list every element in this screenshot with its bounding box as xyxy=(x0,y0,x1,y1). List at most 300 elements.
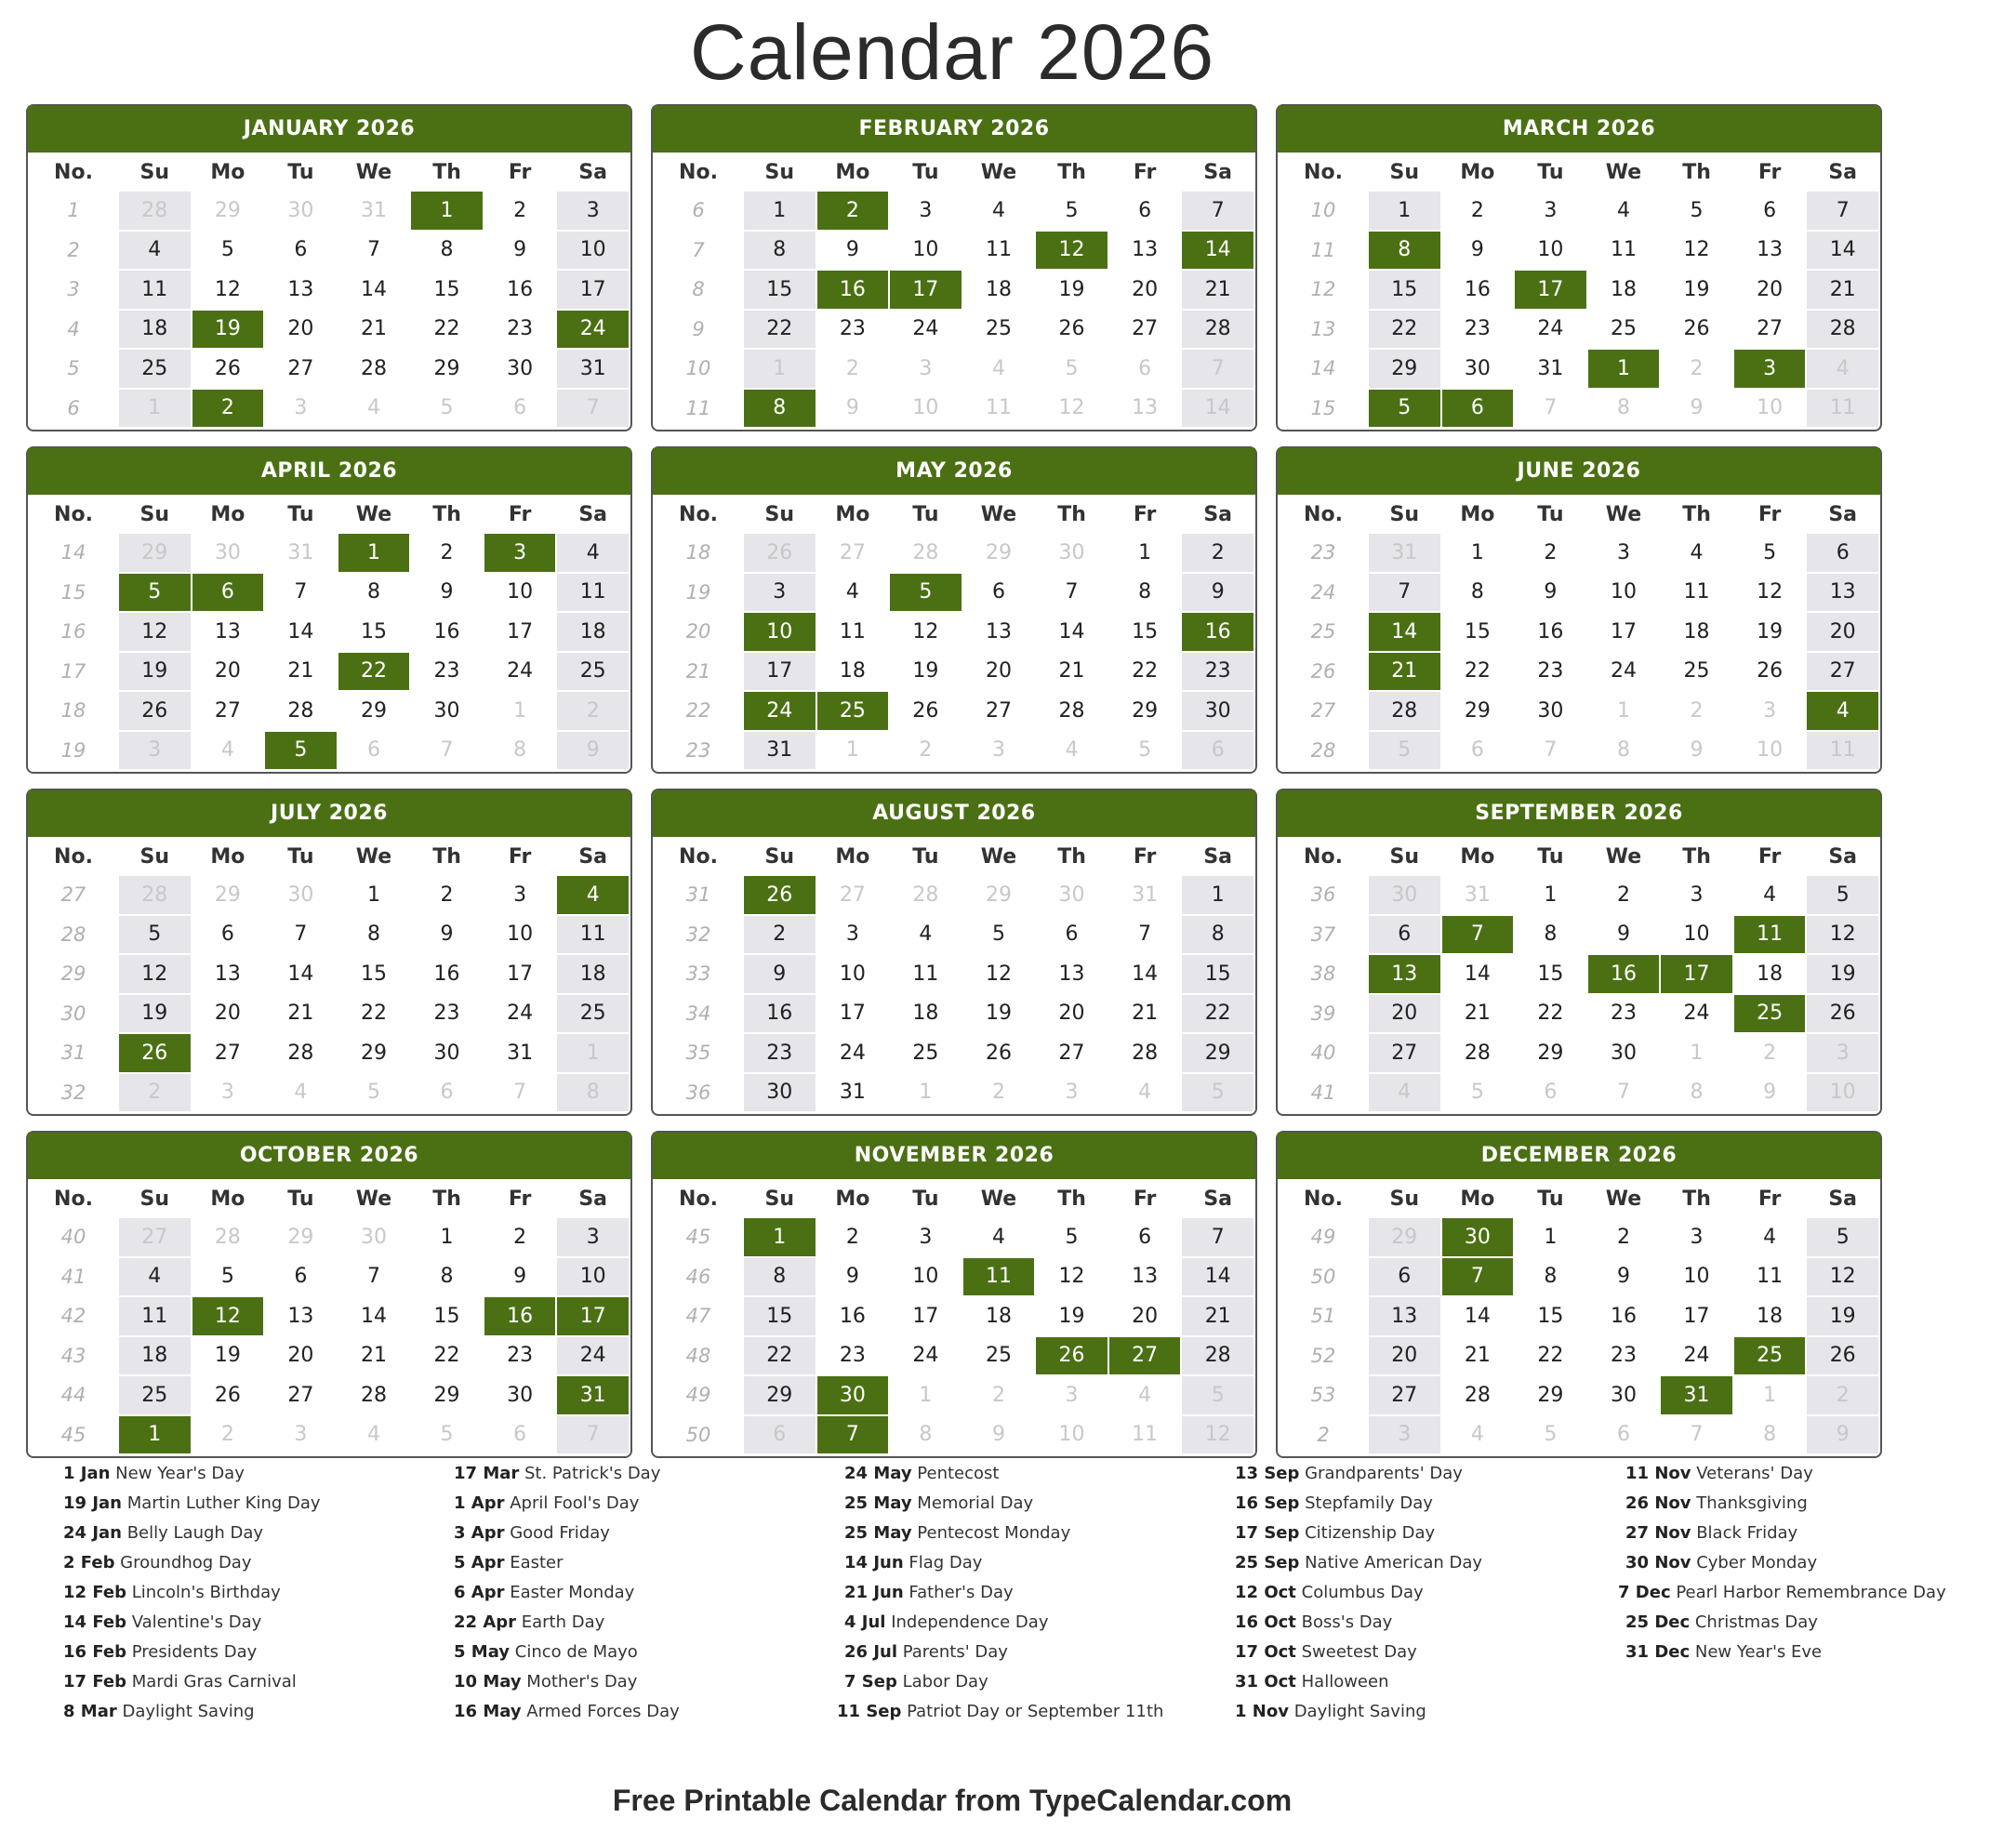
day-cell: 20 xyxy=(192,653,264,691)
day-cell: 3 xyxy=(1734,692,1806,730)
day-cell: 6 xyxy=(1734,192,1806,230)
holiday-date: 27 Nov xyxy=(1625,1523,1691,1543)
weekday-header: We xyxy=(980,1187,1017,1211)
day-cell: 29 xyxy=(963,876,1035,914)
day-cell: 11 xyxy=(119,1297,191,1335)
week-row xyxy=(30,1297,629,1335)
day-cell: 14 xyxy=(338,1297,410,1335)
day-cell: 30 xyxy=(1182,692,1253,730)
week-number: 32 xyxy=(30,1074,117,1112)
holiday-item xyxy=(454,1640,844,1664)
day-cell: 9 xyxy=(744,955,816,993)
week-number: 18 xyxy=(655,534,742,572)
day-cell: 10 xyxy=(1807,1074,1878,1112)
week-number: 36 xyxy=(655,1074,742,1112)
day-cell: 9 xyxy=(1182,574,1253,612)
day-cell: 25 xyxy=(963,1337,1035,1375)
week-number: 6 xyxy=(30,390,117,428)
day-cell: 6 xyxy=(744,1416,816,1454)
week-number: 42 xyxy=(30,1297,117,1335)
day-cell: 14 xyxy=(1442,955,1514,993)
day-cell: 29 xyxy=(1182,1034,1253,1072)
day-cell: 18 xyxy=(817,653,889,691)
holiday-item xyxy=(63,1521,454,1545)
day-cell: 1 xyxy=(1734,1376,1806,1414)
day-cell: 8 xyxy=(1182,916,1253,954)
holiday-day-cell: 5 xyxy=(890,574,962,612)
holiday-item xyxy=(1235,1581,1625,1604)
day-cell: 27 xyxy=(192,1034,264,1072)
holiday-item xyxy=(844,1670,1235,1693)
week-number: 4 xyxy=(30,311,117,349)
weekday-header: Su xyxy=(1389,502,1420,526)
weekday-header: Mo xyxy=(210,160,245,184)
day-cell: 5 xyxy=(1036,192,1107,230)
day-cell: 8 xyxy=(338,574,410,612)
week-row xyxy=(30,692,629,730)
day-cell: 26 xyxy=(192,1376,264,1414)
day-cell: 28 xyxy=(119,192,191,230)
week-number: 2 xyxy=(1280,1416,1367,1454)
day-cell: 5 xyxy=(192,232,264,270)
weekday-header: Tu xyxy=(912,160,939,184)
day-cell: 4 xyxy=(119,232,191,270)
weekday-header: We xyxy=(1605,844,1642,869)
holiday-day-cell: 4 xyxy=(1807,692,1878,730)
weekday-header: Th xyxy=(1682,1187,1711,1211)
weekday-header: Tu xyxy=(912,502,939,526)
page-title: Calendar 2026 xyxy=(689,8,1215,96)
day-cell: 31 xyxy=(1369,534,1440,572)
day-cell: 1 xyxy=(1661,1034,1732,1072)
day-cell: 30 xyxy=(411,1034,483,1072)
day-cell: 22 xyxy=(744,311,816,349)
day-cell: 1 xyxy=(1369,192,1440,230)
day-cell: 2 xyxy=(1182,534,1253,572)
day-cell: 3 xyxy=(557,192,629,230)
weekday-header: We xyxy=(980,844,1017,869)
day-cell: 9 xyxy=(411,916,483,954)
day-cell: 22 xyxy=(1442,653,1514,691)
day-cell: 18 xyxy=(557,955,629,993)
weekday-header: Th xyxy=(1057,502,1086,526)
holiday-date: 25 May xyxy=(844,1493,912,1513)
weekday-header: We xyxy=(355,502,392,526)
day-cell: 14 xyxy=(1442,1297,1514,1335)
holiday-day-cell: 8 xyxy=(744,390,816,428)
day-cell: 26 xyxy=(1734,653,1806,691)
holiday-item xyxy=(454,1462,844,1485)
week-number: 46 xyxy=(655,1258,742,1296)
week-row xyxy=(30,350,629,388)
weekday-header: We xyxy=(355,844,392,869)
month-title: SEPTEMBER 2026 xyxy=(1278,790,1880,837)
weekday-header: Mo xyxy=(210,502,245,526)
holiday-name: Sweetest Day xyxy=(1295,1642,1417,1662)
day-cell: 10 xyxy=(1734,732,1806,770)
day-cell: 8 xyxy=(338,916,410,954)
day-cell: 15 xyxy=(411,1297,483,1335)
day-cell: 30 xyxy=(744,1074,816,1112)
day-cell: 8 xyxy=(557,1074,629,1112)
week-number: 49 xyxy=(1280,1218,1367,1256)
day-cell: 23 xyxy=(484,1337,556,1375)
day-cell: 26 xyxy=(1661,311,1732,349)
holiday-date: 26 Nov xyxy=(1625,1493,1691,1513)
day-cell: 6 xyxy=(484,390,556,428)
week-row xyxy=(1280,613,1878,651)
week-number: 8 xyxy=(655,271,742,309)
day-cell: 9 xyxy=(1661,390,1732,428)
day-cell: 13 xyxy=(192,955,264,993)
week-number-header: No. xyxy=(679,502,718,526)
day-cell: 29 xyxy=(192,876,264,914)
week-row xyxy=(655,995,1253,1033)
day-cell: 1 xyxy=(119,390,191,428)
week-row xyxy=(1280,1258,1878,1296)
day-cell: 9 xyxy=(1588,1258,1660,1296)
day-cell: 27 xyxy=(963,692,1035,730)
holiday-item xyxy=(63,1462,454,1485)
day-cell: 5 xyxy=(1036,1218,1107,1256)
day-cell: 2 xyxy=(1515,534,1586,572)
day-cell: 2 xyxy=(192,1416,264,1454)
week-row xyxy=(655,613,1253,651)
day-cell: 30 xyxy=(411,692,483,730)
week-row xyxy=(655,876,1253,914)
weekday-header: Su xyxy=(1389,160,1420,184)
holiday-day-cell: 12 xyxy=(192,1297,264,1335)
week-number: 39 xyxy=(1280,995,1367,1033)
week-number: 23 xyxy=(655,732,742,770)
holiday-day-cell: 2 xyxy=(817,192,889,230)
weekday-header: Th xyxy=(1682,160,1711,184)
day-cell: 15 xyxy=(1369,271,1440,309)
week-row xyxy=(30,995,629,1033)
month-title: NOVEMBER 2026 xyxy=(653,1133,1255,1179)
weekday-header: Mo xyxy=(1460,1187,1495,1211)
day-cell: 20 xyxy=(1036,995,1107,1033)
holiday-item xyxy=(844,1581,1235,1604)
day-cell: 12 xyxy=(1807,916,1878,954)
holiday-item xyxy=(1625,1521,2016,1545)
day-cell: 22 xyxy=(1515,995,1586,1033)
day-cell: 5 xyxy=(1442,1074,1514,1112)
holiday-item xyxy=(63,1640,454,1664)
day-cell: 11 xyxy=(1734,1258,1806,1296)
day-cell: 8 xyxy=(484,732,556,770)
day-cell: 20 xyxy=(1807,613,1878,651)
day-cell: 1 xyxy=(1515,1218,1586,1256)
day-cell: 6 xyxy=(963,574,1035,612)
day-cell: 31 xyxy=(744,732,816,770)
day-cell: 5 xyxy=(1734,534,1806,572)
day-cell: 28 xyxy=(1807,311,1878,349)
holiday-date: 31 Oct xyxy=(1235,1672,1296,1692)
day-cell: 15 xyxy=(1109,613,1181,651)
holiday-name: Mardi Gras Carnival xyxy=(126,1672,297,1692)
holiday-column xyxy=(1235,1462,1625,1730)
month-title: APRIL 2026 xyxy=(28,448,630,495)
day-cell: 15 xyxy=(338,955,410,993)
month-calendar xyxy=(26,1131,632,1458)
day-cell: 13 xyxy=(265,1297,337,1335)
week-number: 49 xyxy=(655,1376,742,1414)
holiday-day-cell: 1 xyxy=(1588,350,1660,388)
day-cell: 31 xyxy=(817,1074,889,1112)
weekday-header: Tu xyxy=(1537,160,1564,184)
month-title: MARCH 2026 xyxy=(1278,106,1880,153)
holiday-name: Armed Forces Day xyxy=(521,1702,680,1721)
month-calendar xyxy=(651,446,1257,774)
day-cell: 14 xyxy=(265,613,337,651)
week-row xyxy=(30,574,629,612)
weekday-header: Su xyxy=(764,160,795,184)
holiday-day-cell: 5 xyxy=(1369,390,1440,428)
holiday-date: 2 Feb xyxy=(63,1553,115,1572)
day-cell: 13 xyxy=(963,613,1035,651)
day-cell: 4 xyxy=(963,192,1035,230)
day-cell: 8 xyxy=(1588,732,1660,770)
week-row xyxy=(655,232,1253,270)
month-calendar xyxy=(1276,446,1882,774)
day-cell: 25 xyxy=(890,1034,962,1072)
week-row xyxy=(1280,350,1878,388)
weekday-header: Tu xyxy=(912,1187,939,1211)
day-cell: 27 xyxy=(119,1218,191,1256)
weekday-header: Mo xyxy=(1460,502,1495,526)
holiday-day-cell: 25 xyxy=(817,692,889,730)
day-cell: 30 xyxy=(1036,876,1107,914)
day-cell: 29 xyxy=(411,1376,483,1414)
holiday-day-cell: 25 xyxy=(1734,995,1806,1033)
day-cell: 8 xyxy=(1109,574,1181,612)
day-cell: 10 xyxy=(1588,574,1660,612)
day-cell: 5 xyxy=(1182,1376,1253,1414)
week-number-header: No. xyxy=(679,1187,718,1211)
day-cell: 10 xyxy=(1661,1258,1732,1296)
holiday-date: 12 Feb xyxy=(63,1583,126,1602)
day-cell: 11 xyxy=(1661,574,1732,612)
day-cell: 28 xyxy=(890,876,962,914)
day-cell: 27 xyxy=(1807,653,1878,691)
holiday-name: New Year's Eve xyxy=(1690,1642,1823,1662)
day-cell: 8 xyxy=(744,232,816,270)
day-cell: 24 xyxy=(890,311,962,349)
weekday-header: Su xyxy=(764,502,795,526)
holiday-name: Martin Luther King Day xyxy=(121,1493,321,1513)
day-cell: 1 xyxy=(1515,876,1586,914)
week-number: 48 xyxy=(655,1337,742,1375)
day-cell: 11 xyxy=(557,916,629,954)
day-cell: 30 xyxy=(484,1376,556,1414)
weekday-header: Su xyxy=(139,502,170,526)
weekday-header: Fr xyxy=(508,1187,532,1211)
day-cell: 11 xyxy=(817,613,889,651)
day-cell: 27 xyxy=(1369,1034,1440,1072)
holiday-date: 24 May xyxy=(844,1464,912,1483)
day-cell: 23 xyxy=(1515,653,1586,691)
day-cell: 7 xyxy=(1515,390,1586,428)
weekday-header: Sa xyxy=(1828,1187,1858,1211)
day-cell: 2 xyxy=(557,692,629,730)
holiday-date: 14 Jun xyxy=(844,1553,904,1572)
week-number: 28 xyxy=(1280,732,1367,770)
week-number: 28 xyxy=(30,916,117,954)
day-cell: 30 xyxy=(1036,534,1107,572)
holiday-date: 25 May xyxy=(844,1523,912,1543)
month-title: DECEMBER 2026 xyxy=(1278,1133,1880,1179)
week-row xyxy=(30,311,629,349)
day-cell: 30 xyxy=(484,350,556,388)
holiday-item xyxy=(844,1492,1235,1515)
week-number-header: No. xyxy=(54,502,93,526)
holiday-name: Boss's Day xyxy=(1295,1612,1393,1632)
day-cell: 5 xyxy=(1807,876,1878,914)
weekday-header: Th xyxy=(432,502,461,526)
day-cell: 19 xyxy=(1734,613,1806,651)
holiday-date: 16 Oct xyxy=(1235,1612,1296,1632)
week-number: 19 xyxy=(30,732,117,770)
week-number: 11 xyxy=(1280,232,1367,270)
month-calendar xyxy=(26,446,632,774)
day-cell: 19 xyxy=(890,653,962,691)
day-cell: 31 xyxy=(265,534,337,572)
week-row xyxy=(30,732,629,770)
day-cell: 4 xyxy=(1369,1074,1440,1112)
day-cell: 9 xyxy=(963,1416,1035,1454)
day-cell: 19 xyxy=(1807,955,1878,993)
holiday-day-cell: 16 xyxy=(817,271,889,309)
day-cell: 4 xyxy=(557,534,629,572)
holiday-day-cell: 31 xyxy=(557,1376,629,1414)
day-cell: 4 xyxy=(192,732,264,770)
day-cell: 29 xyxy=(338,1034,410,1072)
day-cell: 12 xyxy=(890,613,962,651)
day-cell: 18 xyxy=(119,311,191,349)
week-row xyxy=(655,692,1253,730)
day-cell: 24 xyxy=(1515,311,1586,349)
month-calendar xyxy=(1276,104,1882,431)
day-cell: 29 xyxy=(338,692,410,730)
week-number: 16 xyxy=(30,613,117,651)
weekday-header: Th xyxy=(1682,502,1711,526)
day-cell: 5 xyxy=(1182,1074,1253,1112)
day-cell: 5 xyxy=(119,916,191,954)
week-number: 23 xyxy=(1280,534,1367,572)
day-cell: 5 xyxy=(338,1074,410,1112)
day-cell: 12 xyxy=(1036,1258,1107,1296)
holiday-day-cell: 3 xyxy=(1734,350,1806,388)
weekday-header: Su xyxy=(1389,1187,1420,1211)
day-cell: 1 xyxy=(1588,692,1660,730)
week-number: 31 xyxy=(655,876,742,914)
day-cell: 24 xyxy=(1661,995,1732,1033)
day-cell: 19 xyxy=(1807,1297,1878,1335)
day-cell: 3 xyxy=(119,732,191,770)
day-cell: 15 xyxy=(411,271,483,309)
week-number: 51 xyxy=(1280,1297,1367,1335)
holiday-name: Veterans' Day xyxy=(1691,1464,1813,1483)
day-cell: 2 xyxy=(119,1074,191,1112)
day-cell: 6 xyxy=(1036,916,1107,954)
day-cell: 7 xyxy=(1661,1416,1732,1454)
day-cell: 31 xyxy=(338,192,410,230)
holiday-name: Native American Day xyxy=(1299,1553,1483,1572)
month-title: AUGUST 2026 xyxy=(653,790,1255,837)
week-number: 1 xyxy=(30,192,117,230)
day-cell: 4 xyxy=(1734,876,1806,914)
day-cell: 2 xyxy=(963,1074,1035,1112)
day-cell: 6 xyxy=(484,1416,556,1454)
day-cell: 20 xyxy=(265,311,337,349)
holiday-column xyxy=(63,1462,454,1730)
day-cell: 30 xyxy=(192,534,264,572)
week-row xyxy=(30,1416,629,1454)
week-row xyxy=(30,1218,629,1256)
week-number: 41 xyxy=(1280,1074,1367,1112)
day-cell: 29 xyxy=(192,192,264,230)
day-cell: 13 xyxy=(265,271,337,309)
day-cell: 12 xyxy=(1036,390,1107,428)
day-cell: 2 xyxy=(411,534,483,572)
day-cell: 27 xyxy=(817,876,889,914)
holiday-date: 11 Nov xyxy=(1625,1464,1691,1483)
week-row xyxy=(1280,390,1878,428)
day-cell: 26 xyxy=(890,692,962,730)
day-cell: 3 xyxy=(1661,1218,1732,1256)
day-cell: 8 xyxy=(411,1258,483,1296)
day-cell: 24 xyxy=(817,1034,889,1072)
holiday-name: Columbus Day xyxy=(1295,1583,1424,1602)
holiday-day-cell: 26 xyxy=(744,876,816,914)
week-number: 50 xyxy=(655,1416,742,1454)
weekday-header: We xyxy=(355,1187,392,1211)
weekday-header: Su xyxy=(139,160,170,184)
week-number: 18 xyxy=(30,692,117,730)
day-cell: 16 xyxy=(744,995,816,1033)
day-cell: 2 xyxy=(484,1218,556,1256)
weekday-header: Fr xyxy=(1757,160,1782,184)
holiday-date: 24 Jan xyxy=(63,1523,122,1543)
day-cell: 7 xyxy=(1515,732,1586,770)
day-cell: 28 xyxy=(1109,1034,1181,1072)
day-cell: 19 xyxy=(963,995,1035,1033)
month-calendar xyxy=(1276,789,1882,1116)
weekday-header: Mo xyxy=(835,1187,870,1211)
week-row xyxy=(655,271,1253,309)
day-cell: 25 xyxy=(963,311,1035,349)
week-number: 34 xyxy=(655,995,742,1033)
day-cell: 2 xyxy=(963,1376,1035,1414)
day-cell: 10 xyxy=(890,390,962,428)
week-number: 35 xyxy=(655,1034,742,1072)
day-cell: 21 xyxy=(1807,271,1878,309)
day-cell: 6 xyxy=(265,1258,337,1296)
holiday-name: Parents' Day xyxy=(897,1642,1008,1662)
day-cell: 10 xyxy=(1036,1416,1107,1454)
day-cell: 21 xyxy=(265,653,337,691)
holiday-column xyxy=(454,1462,844,1730)
weekday-header: Fr xyxy=(1133,844,1157,869)
day-cell: 13 xyxy=(192,613,264,651)
day-cell: 9 xyxy=(1807,1416,1878,1454)
day-cell: 17 xyxy=(484,613,556,651)
day-cell: 7 xyxy=(1182,192,1253,230)
holiday-item xyxy=(454,1551,844,1574)
holiday-item xyxy=(1235,1462,1625,1485)
holiday-date: 16 Sep xyxy=(1235,1493,1300,1513)
